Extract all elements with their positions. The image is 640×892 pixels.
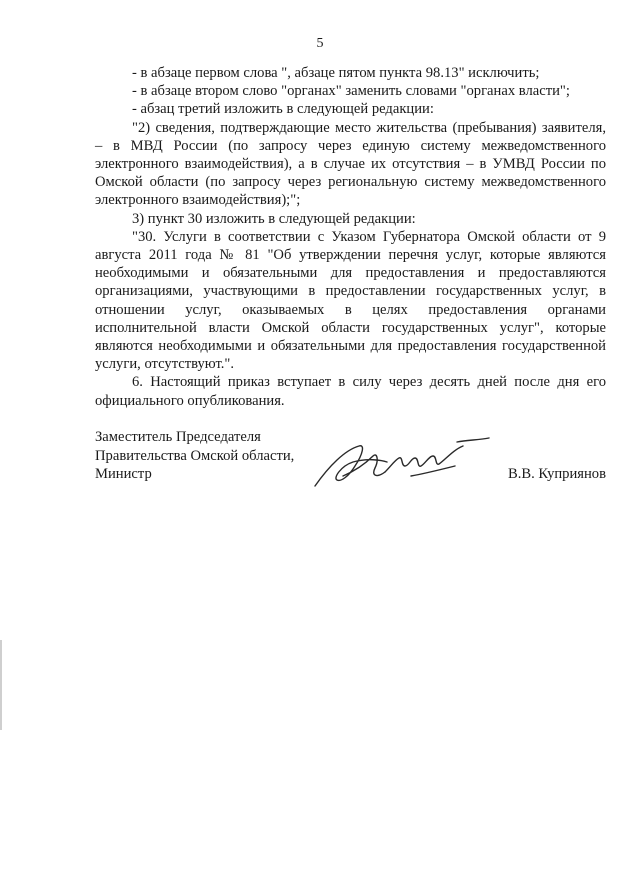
page-number: 5: [316, 36, 324, 51]
position-line: Правительства Омской области,: [95, 447, 295, 464]
paragraph-item-3: 3) пункт 30 изложить в следующей редакции:: [132, 210, 416, 227]
signatory-name: В.В. Куприянов: [508, 466, 606, 482]
paragraph-amendment-1: - в абзаце первом слова ", абзаце пятом пункта 98.13" исключить;: [132, 65, 540, 81]
document-body: [95, 64, 606, 410]
signatory-position: [95, 428, 294, 484]
position-line: Министр: [95, 466, 152, 483]
paragraph-quoted-item-30: "30. Услуги в соответствии с Указом Губернатора Омской области от 9 августа 2011 года № 81 "Об утверждении перечня услуг, которые являются необходимыми и обязательными для предоставления и предоставляются организациями, участвующими в предоставлении государственных услуг, в отношении услуг, оказываемых в целях предоставления органами исполнительной власти Омской области государственных услуг", которые являются необходимыми и обязательными для предоставления государственной услуги, отсутствуют.".: [95, 228, 606, 373]
signature-block: [95, 428, 606, 498]
paragraph-item-6: 6. Настоящий приказ вступает в силу через десять дней после дня его официального опубликования.: [95, 374, 606, 409]
paragraph-amendment-2: - в абзаце втором слово "органах" заменить словами "органах власти";: [132, 83, 570, 100]
paragraph-quoted-item-2: "2) сведения, подтверждающие место жительства (пребывания) заявителя, – в МВД России (по запросу через единую систему межведомственного электронного взаимодействия), а в случае их отсутствия – в УМВД России по Омской области (по запросу через региональную систему межведомственного электронного взаимодействия);";: [95, 119, 606, 209]
scan-edge-mark: [0, 640, 2, 730]
position-line: Заместитель Председателя: [95, 429, 261, 445]
paragraph-amendment-3: - абзац третий изложить в следующей редакции:: [132, 101, 434, 118]
handwritten-signature: [307, 436, 497, 492]
